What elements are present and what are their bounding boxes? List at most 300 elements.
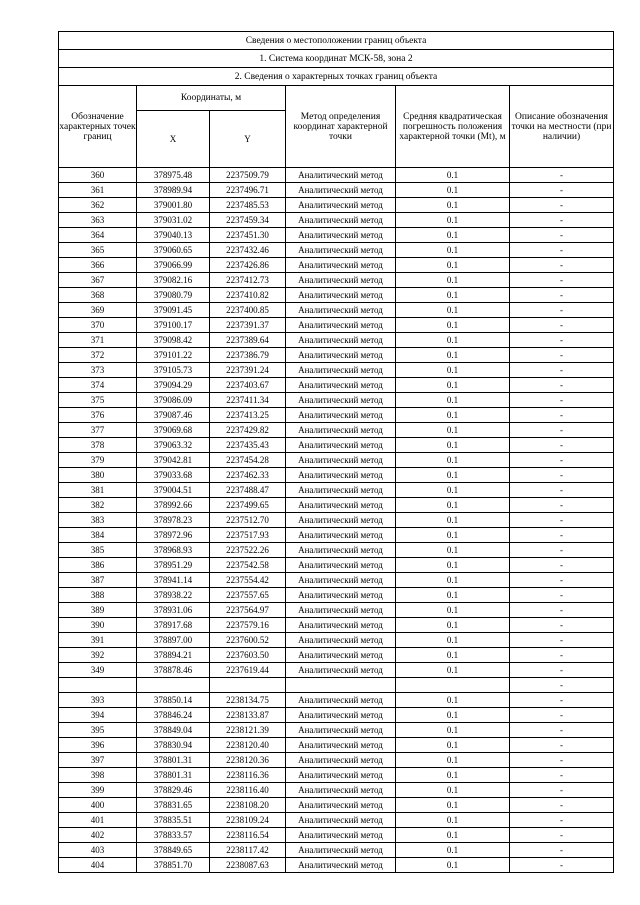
cell-point: 379 — [59, 453, 137, 468]
cell-x: 378968.93 — [137, 543, 210, 558]
cell-error: 0.1 — [396, 168, 510, 183]
cell-error: 0.1 — [396, 453, 510, 468]
cell-point: 395 — [59, 723, 137, 738]
cell-point: 375 — [59, 393, 137, 408]
cell-description: - — [510, 543, 614, 558]
cell-method: Аналитический метод — [286, 783, 396, 798]
cell-method: Аналитический метод — [286, 618, 396, 633]
cell-y: 2237386.79 — [210, 348, 286, 363]
table-row — [59, 393, 614, 408]
cell-method: Аналитический метод — [286, 498, 396, 513]
cell-y: 2237459.34 — [210, 213, 286, 228]
cell-description: - — [510, 678, 614, 693]
cell-method: Аналитический метод — [286, 228, 396, 243]
cell-description: - — [510, 723, 614, 738]
cell-description: - — [510, 528, 614, 543]
cell-y: 2237451.30 — [210, 228, 286, 243]
table-row — [59, 423, 614, 438]
cell-x: 378849.04 — [137, 723, 210, 738]
table-row — [59, 543, 614, 558]
cell-x: 379080.79 — [137, 288, 210, 303]
cell-point: 364 — [59, 228, 137, 243]
cell-y: 2237429.82 — [210, 423, 286, 438]
cell-error: 0.1 — [396, 738, 510, 753]
table-row — [59, 603, 614, 618]
cell-y: 2237400.85 — [210, 303, 286, 318]
table-row — [59, 663, 614, 678]
table-row — [59, 528, 614, 543]
cell-y: 2237496.71 — [210, 183, 286, 198]
table-row — [59, 678, 614, 693]
table-row — [59, 768, 614, 783]
table-row — [59, 558, 614, 573]
cell-description: - — [510, 693, 614, 708]
cell-method: Аналитический метод — [286, 378, 396, 393]
table-row — [59, 348, 614, 363]
cell-point: 373 — [59, 363, 137, 378]
cell-y: 2238117.42 — [210, 843, 286, 858]
cell-description: - — [510, 513, 614, 528]
cell-x: 378878.46 — [137, 663, 210, 678]
cell-point: 389 — [59, 603, 137, 618]
cell-method: Аналитический метод — [286, 513, 396, 528]
table-row — [59, 378, 614, 393]
cell-y: 2237391.37 — [210, 318, 286, 333]
cell-x: 378931.06 — [137, 603, 210, 618]
cell-x: 378972.96 — [137, 528, 210, 543]
cell-point: 399 — [59, 783, 137, 798]
cell-error — [396, 678, 510, 693]
cell-method: Аналитический метод — [286, 333, 396, 348]
cell-description: - — [510, 813, 614, 828]
cell-method: Аналитический метод — [286, 588, 396, 603]
table-row — [59, 438, 614, 453]
cell-x: 379069.68 — [137, 423, 210, 438]
cell-y: 2238116.36 — [210, 768, 286, 783]
cell-description: - — [510, 258, 614, 273]
cell-error: 0.1 — [396, 183, 510, 198]
cell-x: 378938.22 — [137, 588, 210, 603]
cell-x: 378833.57 — [137, 828, 210, 843]
table-row — [59, 333, 614, 348]
cell-y: 2238120.36 — [210, 753, 286, 768]
cell-point: 374 — [59, 378, 137, 393]
cell-x: 378850.14 — [137, 693, 210, 708]
cell-x: 378835.51 — [137, 813, 210, 828]
cell-description: - — [510, 798, 614, 813]
cell-method: Аналитический метод — [286, 288, 396, 303]
cell-point: 372 — [59, 348, 137, 363]
cell-method: Аналитический метод — [286, 453, 396, 468]
table-row — [59, 708, 614, 723]
cell-point: 394 — [59, 708, 137, 723]
cell-point: 360 — [59, 168, 137, 183]
cell-point: 361 — [59, 183, 137, 198]
cell-method: Аналитический метод — [286, 573, 396, 588]
table-row — [59, 273, 614, 288]
cell-method: Аналитический метод — [286, 393, 396, 408]
cell-description: - — [510, 168, 614, 183]
table-row — [59, 738, 614, 753]
cell-point: 349 — [59, 663, 137, 678]
cell-error: 0.1 — [396, 408, 510, 423]
cell-description: - — [510, 363, 614, 378]
cell-point: 382 — [59, 498, 137, 513]
header-point: Обозначение характерных точек границ — [59, 86, 137, 168]
cell-error: 0.1 — [396, 318, 510, 333]
header-error: Средняя квадратическая погрешность положения характерной точки (Mt), м — [396, 86, 510, 168]
cell-y — [210, 678, 286, 693]
cell-description: - — [510, 483, 614, 498]
cell-error: 0.1 — [396, 723, 510, 738]
cell-point: 403 — [59, 843, 137, 858]
cell-y: 2238109.24 — [210, 813, 286, 828]
cell-point: 388 — [59, 588, 137, 603]
cell-description: - — [510, 618, 614, 633]
cell-x: 378975.48 — [137, 168, 210, 183]
cell-method: Аналитический метод — [286, 423, 396, 438]
cell-x: 379001.80 — [137, 198, 210, 213]
cell-method: Аналитический метод — [286, 693, 396, 708]
cell-error: 0.1 — [396, 783, 510, 798]
cell-y: 2238121.39 — [210, 723, 286, 738]
cell-y: 2237412.73 — [210, 273, 286, 288]
cell-y: 2238108.20 — [210, 798, 286, 813]
cell-method: Аналитический метод — [286, 303, 396, 318]
cell-point — [59, 678, 137, 693]
cell-x: 379087.46 — [137, 408, 210, 423]
cell-description: - — [510, 573, 614, 588]
cell-point: 404 — [59, 858, 137, 873]
cell-description: - — [510, 303, 614, 318]
cell-method: Аналитический метод — [286, 708, 396, 723]
cell-x: 378978.23 — [137, 513, 210, 528]
table-row — [59, 633, 614, 648]
cell-description: - — [510, 498, 614, 513]
cell-method: Аналитический метод — [286, 348, 396, 363]
cell-method: Аналитический метод — [286, 213, 396, 228]
cell-x: 378897.00 — [137, 633, 210, 648]
cell-error: 0.1 — [396, 243, 510, 258]
cell-y: 2238133.87 — [210, 708, 286, 723]
cell-x: 379082.16 — [137, 273, 210, 288]
cell-error: 0.1 — [396, 603, 510, 618]
cell-point: 362 — [59, 198, 137, 213]
coordinate-system-heading: 1. Система координат МСК-58, зона 2 — [59, 50, 614, 68]
cell-method: Аналитический метод — [286, 438, 396, 453]
cell-method: Аналитический метод — [286, 663, 396, 678]
cell-point: 387 — [59, 573, 137, 588]
cell-description: - — [510, 438, 614, 453]
cell-point: 381 — [59, 483, 137, 498]
cell-error: 0.1 — [396, 663, 510, 678]
cell-x: 378992.66 — [137, 498, 210, 513]
cell-error: 0.1 — [396, 393, 510, 408]
cell-method: Аналитический метод — [286, 813, 396, 828]
cell-x: 379066.99 — [137, 258, 210, 273]
cell-point: 369 — [59, 303, 137, 318]
cell-method — [286, 678, 396, 693]
cell-error: 0.1 — [396, 528, 510, 543]
cell-error: 0.1 — [396, 768, 510, 783]
cell-y: 2237391.24 — [210, 363, 286, 378]
cell-x: 378851.70 — [137, 858, 210, 873]
cell-y: 2237603.50 — [210, 648, 286, 663]
table-row — [59, 363, 614, 378]
cell-description: - — [510, 648, 614, 663]
cell-description: - — [510, 228, 614, 243]
cell-error: 0.1 — [396, 213, 510, 228]
cell-method: Аналитический метод — [286, 723, 396, 738]
table-row — [59, 648, 614, 663]
cell-method: Аналитический метод — [286, 198, 396, 213]
cell-error: 0.1 — [396, 633, 510, 648]
cell-error: 0.1 — [396, 588, 510, 603]
table-row — [59, 723, 614, 738]
cell-method: Аналитический метод — [286, 753, 396, 768]
cell-error: 0.1 — [396, 438, 510, 453]
cell-description: - — [510, 213, 614, 228]
cell-method: Аналитический метод — [286, 318, 396, 333]
cell-description: - — [510, 468, 614, 483]
table-row — [59, 798, 614, 813]
header-coordinates: Координаты, м — [137, 86, 286, 111]
cell-description: - — [510, 558, 614, 573]
cell-x: 378941.14 — [137, 573, 210, 588]
table-row — [59, 408, 614, 423]
cell-error: 0.1 — [396, 363, 510, 378]
cell-description: - — [510, 603, 614, 618]
cell-method: Аналитический метод — [286, 558, 396, 573]
cell-error: 0.1 — [396, 573, 510, 588]
cell-method: Аналитический метод — [286, 858, 396, 873]
cell-x: 379063.32 — [137, 438, 210, 453]
cell-x: 378830.94 — [137, 738, 210, 753]
cell-description: - — [510, 183, 614, 198]
cell-method: Аналитический метод — [286, 648, 396, 663]
cell-x: 379042.81 — [137, 453, 210, 468]
cell-description: - — [510, 663, 614, 678]
cell-point: 385 — [59, 543, 137, 558]
cell-description: - — [510, 378, 614, 393]
cell-description: - — [510, 588, 614, 603]
cell-error: 0.1 — [396, 708, 510, 723]
table-row — [59, 288, 614, 303]
cell-description: - — [510, 708, 614, 723]
cell-error: 0.1 — [396, 693, 510, 708]
table-title: Сведения о местоположении границ объекта — [59, 32, 614, 50]
cell-y: 2237485.53 — [210, 198, 286, 213]
cell-method: Аналитический метод — [286, 168, 396, 183]
header-x: X — [137, 111, 210, 168]
cell-point: 401 — [59, 813, 137, 828]
cell-x: 379060.65 — [137, 243, 210, 258]
cell-description: - — [510, 243, 614, 258]
cell-x: 379094.29 — [137, 378, 210, 393]
cell-x: 378829.46 — [137, 783, 210, 798]
cell-y: 2237413.25 — [210, 408, 286, 423]
cell-error: 0.1 — [396, 753, 510, 768]
cell-description: - — [510, 318, 614, 333]
cell-point: 391 — [59, 633, 137, 648]
cell-method: Аналитический метод — [286, 543, 396, 558]
table-row — [59, 513, 614, 528]
cell-method: Аналитический метод — [286, 768, 396, 783]
cell-y: 2238120.40 — [210, 738, 286, 753]
table-row — [59, 198, 614, 213]
cell-method: Аналитический метод — [286, 843, 396, 858]
cell-y: 2237403.67 — [210, 378, 286, 393]
cell-x: 378801.31 — [137, 753, 210, 768]
cell-description: - — [510, 333, 614, 348]
table-row — [59, 783, 614, 798]
table-row — [59, 843, 614, 858]
cell-y: 2237512.70 — [210, 513, 286, 528]
cell-error: 0.1 — [396, 483, 510, 498]
cell-x: 378894.21 — [137, 648, 210, 663]
cell-y: 2237557.65 — [210, 588, 286, 603]
cell-x: 378989.94 — [137, 183, 210, 198]
cell-y: 2237522.26 — [210, 543, 286, 558]
table-row — [59, 573, 614, 588]
cell-y: 2237619.44 — [210, 663, 286, 678]
cell-x: 379105.73 — [137, 363, 210, 378]
table-row — [59, 453, 614, 468]
cell-point: 398 — [59, 768, 137, 783]
cell-point: 393 — [59, 693, 137, 708]
cell-description: - — [510, 768, 614, 783]
cell-x: 379098.42 — [137, 333, 210, 348]
cell-error: 0.1 — [396, 258, 510, 273]
cell-point: 402 — [59, 828, 137, 843]
cell-description: - — [510, 348, 614, 363]
table-row — [59, 753, 614, 768]
cell-y: 2237426.86 — [210, 258, 286, 273]
cell-description: - — [510, 828, 614, 843]
table-row — [59, 813, 614, 828]
table-row — [59, 243, 614, 258]
cell-error: 0.1 — [396, 813, 510, 828]
cell-x: 379040.13 — [137, 228, 210, 243]
cell-point: 390 — [59, 618, 137, 633]
cell-description: - — [510, 408, 614, 423]
cell-description: - — [510, 783, 614, 798]
cell-point: 383 — [59, 513, 137, 528]
cell-point: 400 — [59, 798, 137, 813]
cell-description: - — [510, 753, 614, 768]
cell-x: 379031.02 — [137, 213, 210, 228]
cell-x: 379100.17 — [137, 318, 210, 333]
cell-method: Аналитический метод — [286, 243, 396, 258]
cell-point: 392 — [59, 648, 137, 663]
cell-method: Аналитический метод — [286, 633, 396, 648]
header-y: Y — [210, 111, 286, 168]
cell-error: 0.1 — [396, 378, 510, 393]
cell-description: - — [510, 738, 614, 753]
cell-point: 370 — [59, 318, 137, 333]
cell-description: - — [510, 198, 614, 213]
cell-y: 2237554.42 — [210, 573, 286, 588]
table-row — [59, 168, 614, 183]
cell-error: 0.1 — [396, 348, 510, 363]
cell-point: 380 — [59, 468, 137, 483]
cell-description: - — [510, 423, 614, 438]
cell-point: 363 — [59, 213, 137, 228]
cell-x: 379004.51 — [137, 483, 210, 498]
table-row — [59, 183, 614, 198]
cell-description: - — [510, 393, 614, 408]
cell-x: 379091.45 — [137, 303, 210, 318]
table-row — [59, 858, 614, 873]
table-row — [59, 483, 614, 498]
cell-error: 0.1 — [396, 468, 510, 483]
table-row — [59, 588, 614, 603]
cell-point: 397 — [59, 753, 137, 768]
cell-error: 0.1 — [396, 513, 510, 528]
cell-y: 2237564.97 — [210, 603, 286, 618]
cell-method: Аналитический метод — [286, 828, 396, 843]
cell-error: 0.1 — [396, 543, 510, 558]
cell-method: Аналитический метод — [286, 258, 396, 273]
cell-error: 0.1 — [396, 303, 510, 318]
cell-y: 2237432.46 — [210, 243, 286, 258]
cell-method: Аналитический метод — [286, 273, 396, 288]
table-row — [59, 318, 614, 333]
cell-method: Аналитический метод — [286, 183, 396, 198]
cell-x: 378831.65 — [137, 798, 210, 813]
cell-x: 378846.24 — [137, 708, 210, 723]
cell-y: 2237509.79 — [210, 168, 286, 183]
cell-method: Аналитический метод — [286, 483, 396, 498]
cell-x: 379086.09 — [137, 393, 210, 408]
cell-y: 2237579.16 — [210, 618, 286, 633]
cell-y: 2237542.58 — [210, 558, 286, 573]
cell-error: 0.1 — [396, 798, 510, 813]
cell-error: 0.1 — [396, 333, 510, 348]
table-row — [59, 258, 614, 273]
cell-method: Аналитический метод — [286, 363, 396, 378]
cell-point: 378 — [59, 438, 137, 453]
cell-y: 2237462.33 — [210, 468, 286, 483]
cell-method: Аналитический метод — [286, 528, 396, 543]
cell-point: 396 — [59, 738, 137, 753]
cell-error: 0.1 — [396, 273, 510, 288]
table-body — [59, 168, 614, 873]
cell-x: 378801.31 — [137, 768, 210, 783]
cell-point: 366 — [59, 258, 137, 273]
cell-error: 0.1 — [396, 498, 510, 513]
cell-x — [137, 678, 210, 693]
cell-y: 2237517.93 — [210, 528, 286, 543]
table-row — [59, 303, 614, 318]
cell-point: 384 — [59, 528, 137, 543]
cell-error: 0.1 — [396, 618, 510, 633]
cell-description: - — [510, 288, 614, 303]
table-row — [59, 468, 614, 483]
header-method: Метод определения координат характерной точки — [286, 86, 396, 168]
cell-description: - — [510, 633, 614, 648]
cell-error: 0.1 — [396, 843, 510, 858]
cell-method: Аналитический метод — [286, 798, 396, 813]
points-section-heading: 2. Сведения о характерных точках границ объекта — [59, 68, 614, 86]
cell-method: Аналитический метод — [286, 738, 396, 753]
cell-description: - — [510, 843, 614, 858]
cell-y: 2238134.75 — [210, 693, 286, 708]
cell-point: 377 — [59, 423, 137, 438]
cell-error: 0.1 — [396, 648, 510, 663]
cell-y: 2237454.28 — [210, 453, 286, 468]
cell-x: 379033.68 — [137, 468, 210, 483]
